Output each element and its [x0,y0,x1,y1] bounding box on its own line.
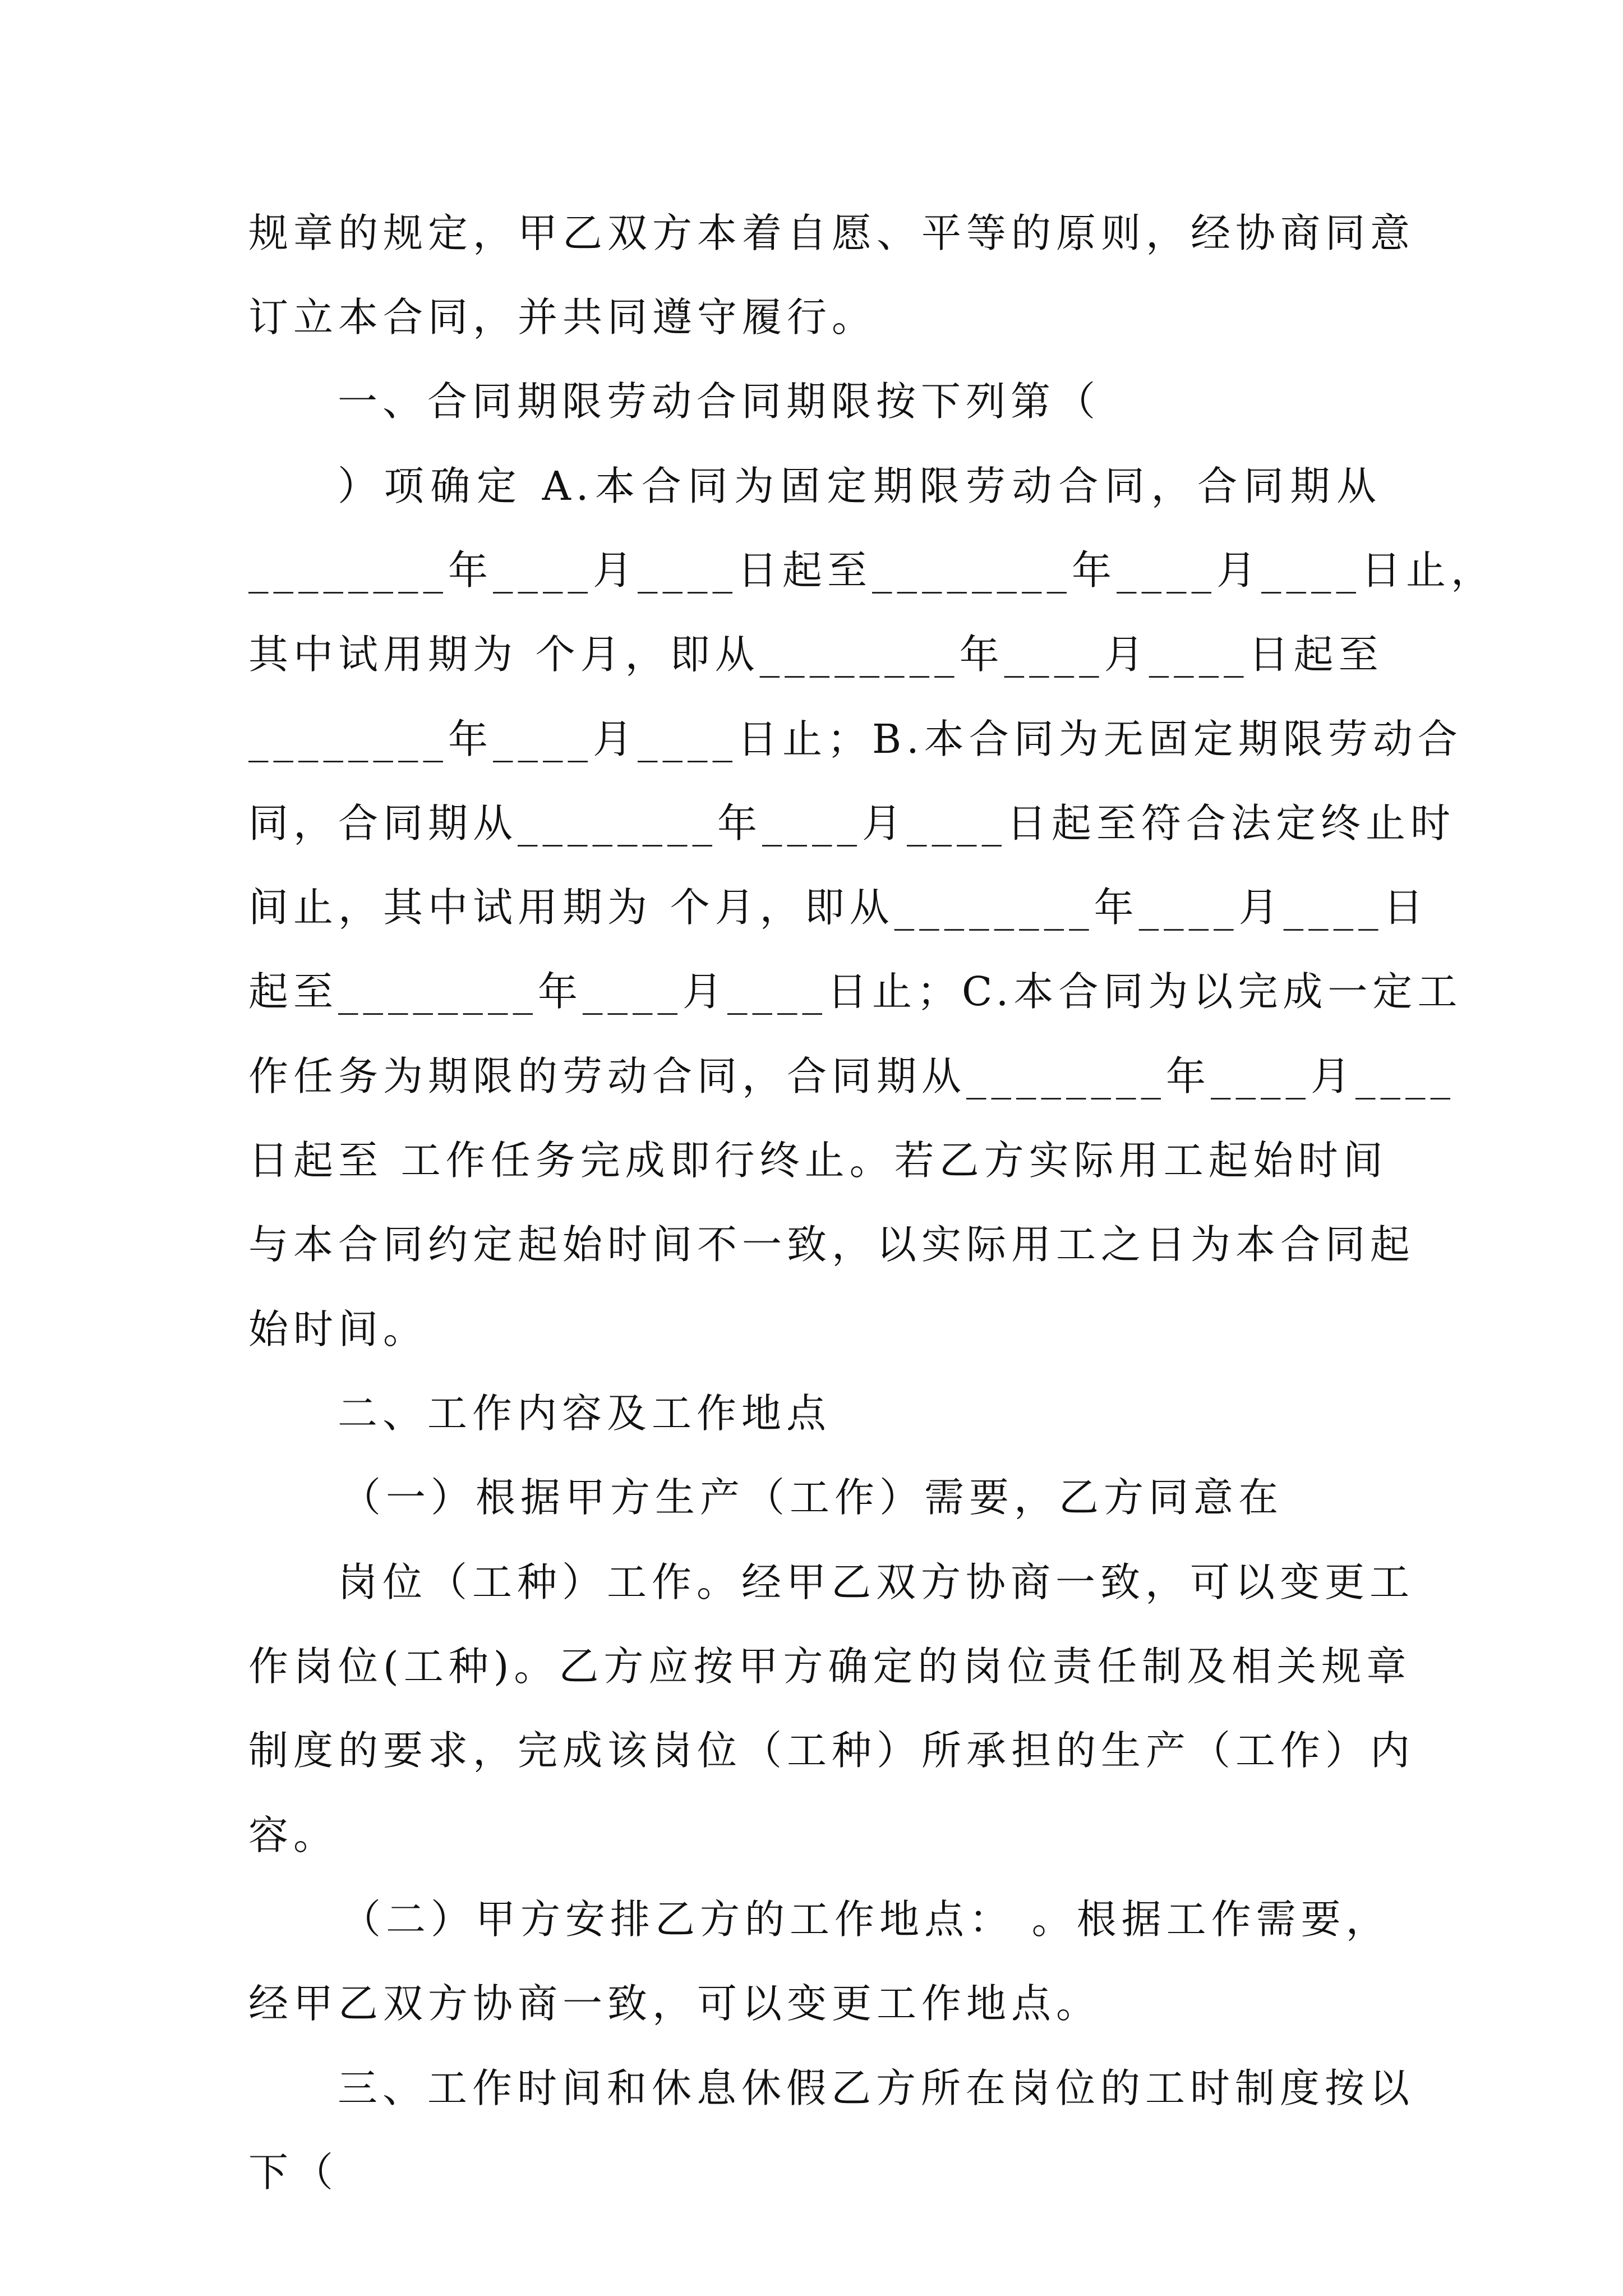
body-text-line: 下（ [248,2149,339,2196]
body-text-line: 其中试用期为 个月，即从________年____月____日起至 [248,631,1384,678]
body-text-line: ________年____月____日起至________年____月____日止， [248,547,1496,593]
body-text-line: 与本合同约定起始时间不一致，以实际用工之日为本合同起 [248,1221,1415,1268]
body-text-line: 容。 [248,1812,339,1858]
body-text-line: ）项确定 A.本合同为固定期限劳动合同，合同期从 [338,463,1381,509]
body-text-line: 间止，其中试用期为 个月，即从________年____月____日 [248,884,1428,931]
body-text-line: ________年____月____日止；B.本合同为无固定期限劳动合 [248,716,1463,762]
body-text-line: 始时间。 [248,1306,428,1352]
body-text-line: 制度的要求，完成该岗位（工种）所承担的生产（工作）内 [248,1727,1415,1774]
body-text-line: 日起至 工作任务完成即行终止。若乙方实际用工起始时间 [248,1137,1388,1184]
body-text-line: 同，合同期从________年____月____日起至符合法定终止时 [248,800,1456,846]
body-text-line: 经甲乙双方协商一致，可以变更工作地点。 [248,1980,1101,2027]
section-heading: 三、工作时间和休息休假乙方所在岗位的工时制度按以 [338,2065,1415,2111]
body-text-line: 岗位（工种）工作。经甲乙双方协商一致，可以变更工 [338,1559,1415,1605]
body-text-line: （一）根据甲方生产（工作）需要，乙方同意在 [341,1474,1284,1521]
section-heading: 二、工作内容及工作地点 [338,1390,832,1437]
body-text-line: （二）甲方安排乙方的工作地点： 。根据工作需要， [341,1896,1391,1943]
body-text-line: 起至________年____月____日止；C.本合同为以完成一定工 [248,968,1463,1015]
body-text-line: 订立本合同，并共同遵守履行。 [248,294,877,341]
section-heading: 一、合同期限劳动合同期限按下列第（ [338,378,1101,425]
body-text-line: 规章的规定，甲乙双方本着自愿、平等的原则，经协商同意 [248,210,1415,256]
body-text-line: 作任务为期限的劳动合同，合同期从________年____月____ [248,1053,1456,1099]
body-text-line: 作岗位(工种)。乙方应按甲方确定的岗位责任制及相关规章 [248,1643,1412,1690]
